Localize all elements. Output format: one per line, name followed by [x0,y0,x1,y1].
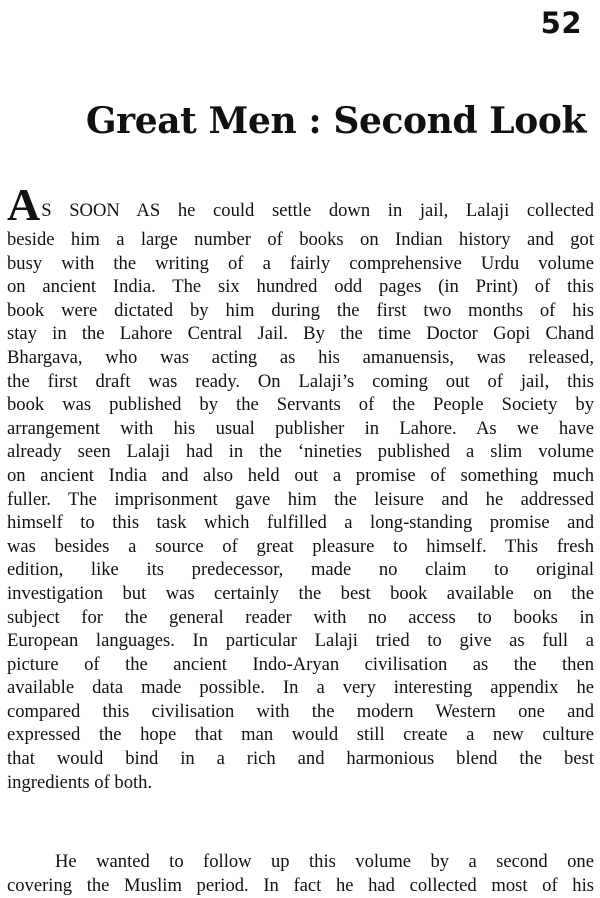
text-line-last: ingredients of both. [7,771,153,793]
text-line: that would bind in a rich and harmonious blend the best [7,748,594,770]
paragraph-2 [7,850,594,897]
text-line: fuller. The imprisonment gave him the leisure and he addressed [7,488,594,510]
page-number: 52 [540,6,582,40]
text-line: edition, like its predecessor, made no claim to original [7,559,594,581]
text-line: stay in the Lahore Central Jail. By the time Doctor Gopi Chand [7,323,594,345]
text-line: arrangement with his usual publisher in Lahore. As we have [7,417,594,439]
text-line: beside him a large number of books on Indian history and got [7,229,594,250]
text-line: busy with the writing of a fairly comprehensive Urdu volume [7,252,594,274]
first-line-text: S SOON AS he could settle down in jail, Lalaji collected [41,200,594,221]
text-line: investigation but was certainly the best book available on the [7,582,594,604]
text-line: subject for the general reader with no access to books in [7,606,594,628]
drop-cap: A [7,179,41,230]
text-line: already seen Lalaji had in the ‘nineties published a slim volume [7,441,594,463]
text-line: was besides a source of great pleasure to himself. This fresh [7,535,594,557]
text-line: book was published by the Servants of the People Society by [7,394,594,416]
text-line: on ancient India. The six hundred odd pages (in Print) of this [7,276,594,298]
text-line: European languages. In particular Lalaji tried to give as full a [7,630,594,652]
paragraph-1 [7,179,594,794]
paragraph-1-line-1 [7,179,594,230]
text-line: the first draft was ready. On Lalaji’s coming out of jail, this [7,370,594,392]
text-line: himself to this task which fulfilled a long-standing promise and [7,512,594,534]
text-line: covering the Muslim period. In fact he had collected most of his [7,874,594,896]
text-line: picture of the ancient Indo-Aryan civilisation as the then [7,653,594,675]
text-line: on ancient India and also held out a promise of something much [7,464,594,486]
text-line: expressed the hope that man would still create a new culture [7,724,594,746]
chapter-title: Great Men : Second Look [85,100,586,142]
text-line: available data made possible. In a very interesting appendix he [7,677,594,699]
text-line: He wanted to follow up this volume by a second one [55,851,594,872]
text-line: compared this civilisation with the modern Western one and [7,700,594,722]
text-line: Bhargava, who was acting as his amanuensis, was released, [7,346,594,368]
text-line: book were dictated by him during the first two months of his [7,299,594,321]
